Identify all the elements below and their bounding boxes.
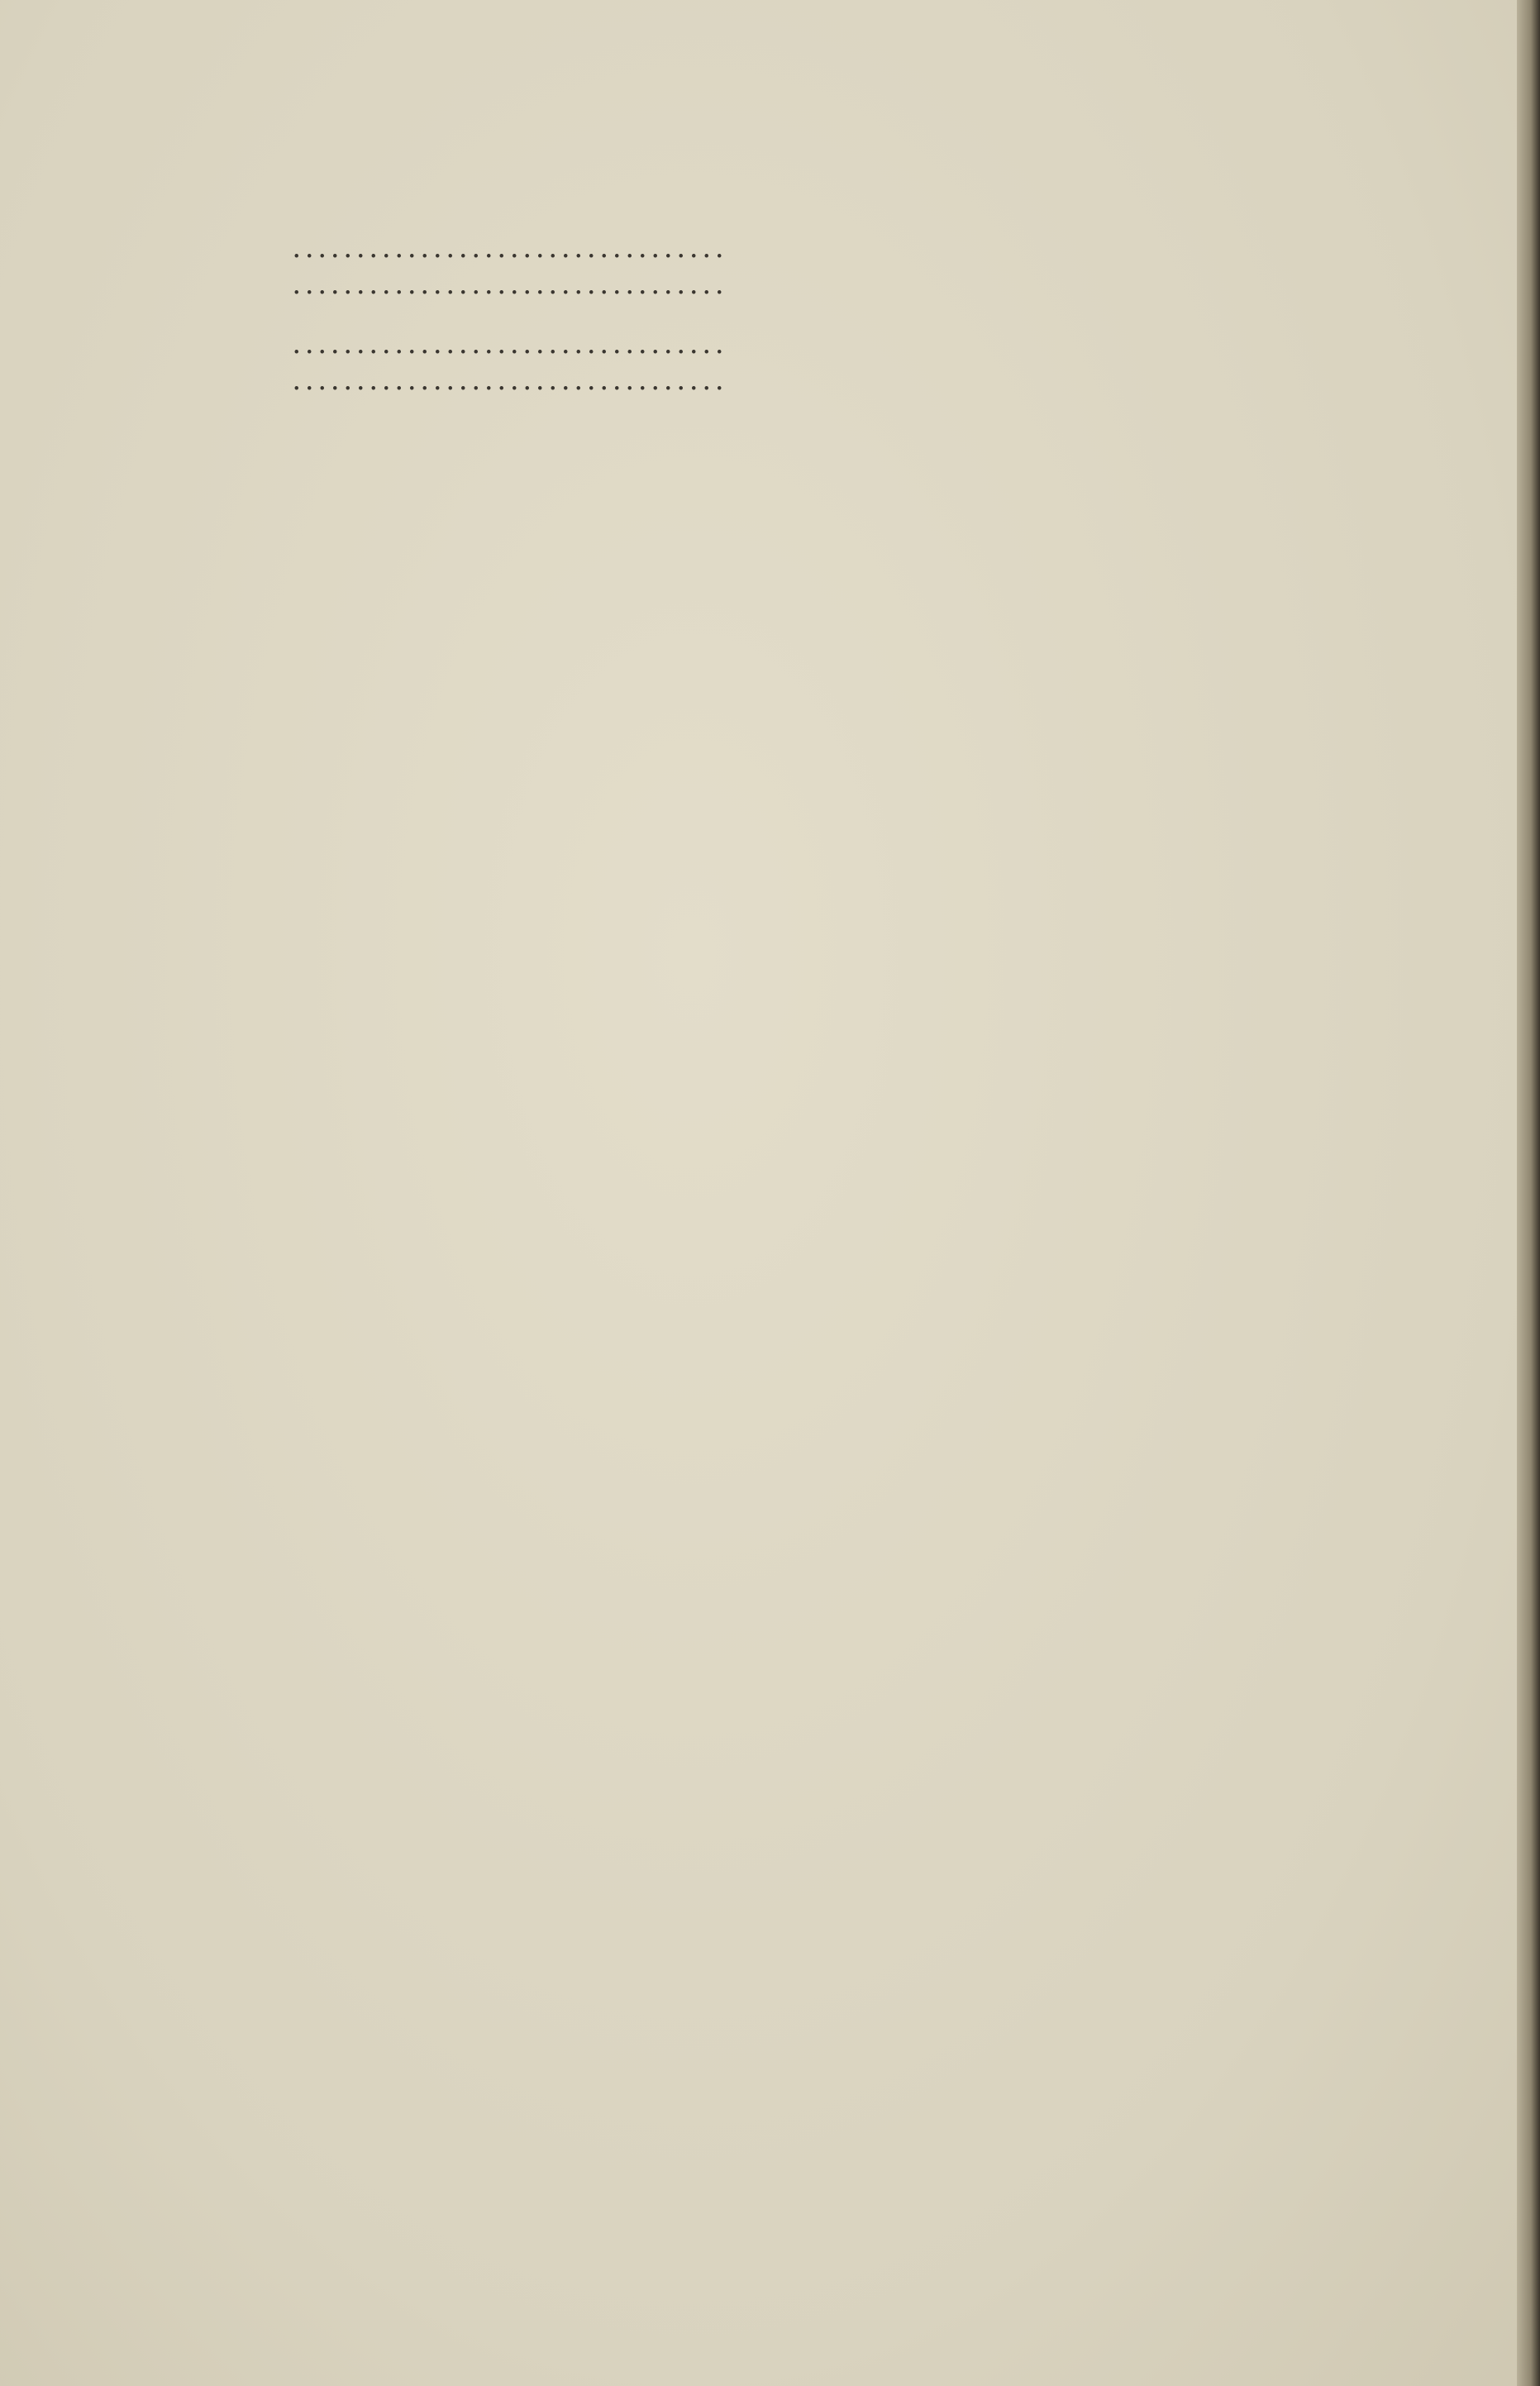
leader-dots: .................................. bbox=[293, 266, 728, 301]
leader-dots: .................................. bbox=[293, 326, 728, 360]
page-body bbox=[134, 211, 1390, 398]
item-26-subline-2 bbox=[134, 265, 1390, 302]
item-26-subline-1 bbox=[134, 229, 1390, 265]
leader-dots: .................................. bbox=[293, 230, 728, 265]
leader-dots: .................................. bbox=[293, 362, 728, 397]
item-28-subline-2 bbox=[134, 361, 1390, 398]
page-header bbox=[134, 112, 1382, 162]
book-spine-edge bbox=[1517, 0, 1540, 2386]
item-28-subline-1 bbox=[134, 325, 1390, 361]
